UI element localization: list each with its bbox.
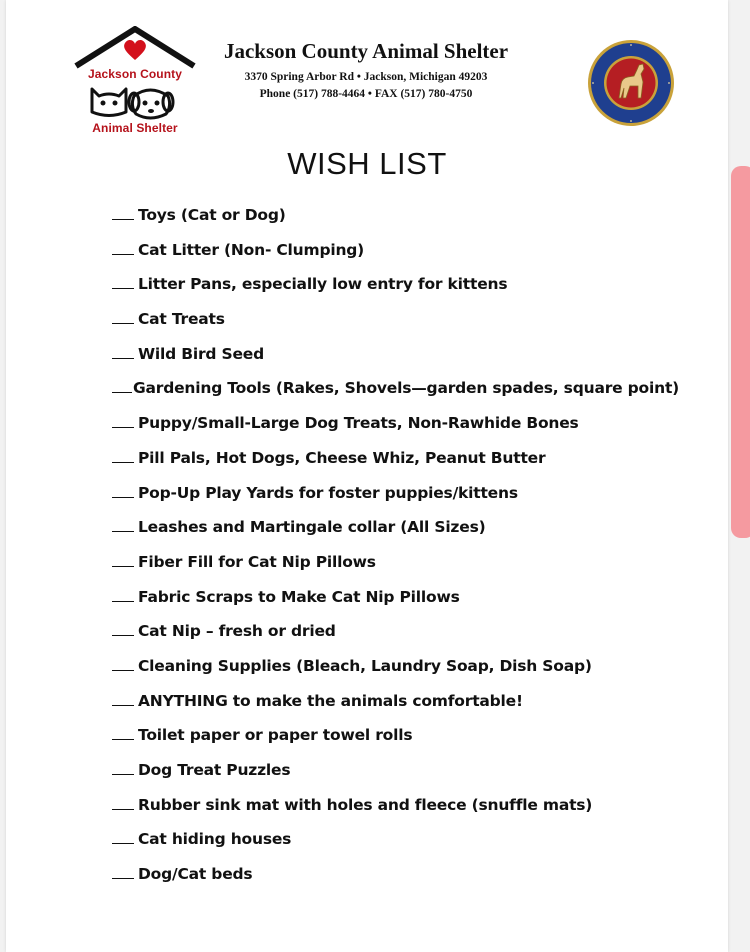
- scrollbar-thumb[interactable]: [731, 166, 750, 538]
- checkbox-blank-line: [112, 203, 134, 220]
- list-item: [112, 654, 679, 689]
- checkbox-blank-line: [112, 862, 134, 879]
- list-item-label: Fabric Scraps to Make Cat Nip Pillows: [138, 587, 460, 606]
- list-item-label: Wild Bird Seed: [138, 344, 264, 363]
- list-item: [112, 793, 679, 828]
- list-item-label: Toys (Cat or Dog): [138, 206, 286, 224]
- checkbox-blank-line: [112, 481, 134, 498]
- list-item: [112, 723, 679, 758]
- checkbox-blank-line: [112, 827, 134, 844]
- checkbox-blank-line: [112, 723, 134, 740]
- checkbox-blank-line: [112, 515, 134, 532]
- phone-line: Phone (517) 788-4464 • FAX (517) 780-4750: [259, 88, 473, 100]
- checkbox-blank-line: [112, 342, 134, 359]
- list-item: [112, 758, 679, 793]
- list-item-label: Dog Treat Puzzles: [138, 761, 291, 779]
- list-item-label: Cat Litter (Non- Clumping): [138, 240, 365, 259]
- logo-top-text: Jackson County: [87, 67, 183, 81]
- list-item-label: Dog/Cat beds: [138, 865, 253, 884]
- checkbox-blank-line: [112, 793, 134, 810]
- list-item-label: Litter Pans, especially low entry for kittens: [138, 275, 508, 294]
- letterhead: [206, 38, 526, 103]
- organization-name: Jackson County Animal Shelter: [223, 39, 509, 63]
- logo-bottom-text: Animal Shelter: [92, 121, 178, 135]
- checkbox-blank-line: [112, 272, 134, 289]
- list-item-label: Gardening Tools (Rakes, Shovels—garden spades, square point): [133, 379, 680, 398]
- list-item: [112, 238, 679, 273]
- list-item: [112, 481, 679, 516]
- list-item: [112, 862, 679, 897]
- document-page: [6, 0, 728, 952]
- checkbox-blank-line: [112, 654, 134, 671]
- list-item: [112, 689, 679, 724]
- list-item-label: Rubber sink mat with holes and fleece (snuffle mats): [138, 795, 593, 814]
- list-item-label: Pill Pals, Hot Dogs, Cheese Whiz, Peanut Butter: [138, 448, 546, 467]
- list-item: [112, 515, 679, 550]
- list-item-label: Cat hiding houses: [138, 830, 292, 849]
- list-item-label: Leashes and Martingale collar (All Sizes): [138, 518, 486, 537]
- checkbox-blank-line: [112, 689, 134, 706]
- county-seal: [586, 38, 676, 128]
- checkbox-blank-line: [112, 619, 134, 636]
- list-item-label: Pop-Up Play Yards for foster puppies/kittens: [138, 483, 518, 502]
- list-item: [112, 446, 679, 481]
- checkbox-blank-line: [112, 446, 134, 463]
- shelter-logo: [72, 26, 198, 138]
- list-item: [112, 342, 679, 377]
- list-item-label: Toilet paper or paper towel rolls: [138, 726, 413, 745]
- checkbox-blank-line: [112, 758, 134, 775]
- list-item: [112, 827, 679, 862]
- list-item: [112, 411, 679, 446]
- checkbox-blank-line: [112, 411, 134, 428]
- list-item-label: Cleaning Supplies (Bleach, Laundry Soap, Dish Soap): [138, 656, 592, 675]
- list-item-label: Cat Treats: [138, 310, 225, 329]
- list-item-label: Puppy/Small-Large Dog Treats, Non-Rawhide Bones: [138, 414, 579, 433]
- list-item-label: ANYTHING to make the animals comfortable!: [138, 691, 523, 710]
- list-item: [112, 550, 679, 585]
- checkbox-blank-line: [112, 550, 134, 567]
- list-item-label: Fiber Fill for Cat Nip Pillows: [138, 552, 376, 571]
- list-item: [112, 376, 679, 411]
- list-item: [112, 203, 679, 238]
- wish-list: [112, 203, 679, 897]
- list-item: [112, 307, 679, 342]
- list-item: [112, 272, 679, 307]
- list-item: [112, 585, 679, 620]
- county-seal-icon: [586, 38, 676, 128]
- checkbox-blank-line: [112, 585, 134, 602]
- checkbox-blank-line: [112, 238, 134, 255]
- list-item-label: Cat Nip – fresh or dried: [138, 622, 336, 641]
- checkbox-blank-line: [112, 376, 132, 393]
- page-title: WISH LIST: [287, 146, 447, 181]
- list-item: [112, 619, 679, 654]
- checkbox-blank-line: [112, 307, 134, 324]
- address-line: 3370 Spring Arbor Rd • Jackson, Michigan 49203: [244, 71, 488, 83]
